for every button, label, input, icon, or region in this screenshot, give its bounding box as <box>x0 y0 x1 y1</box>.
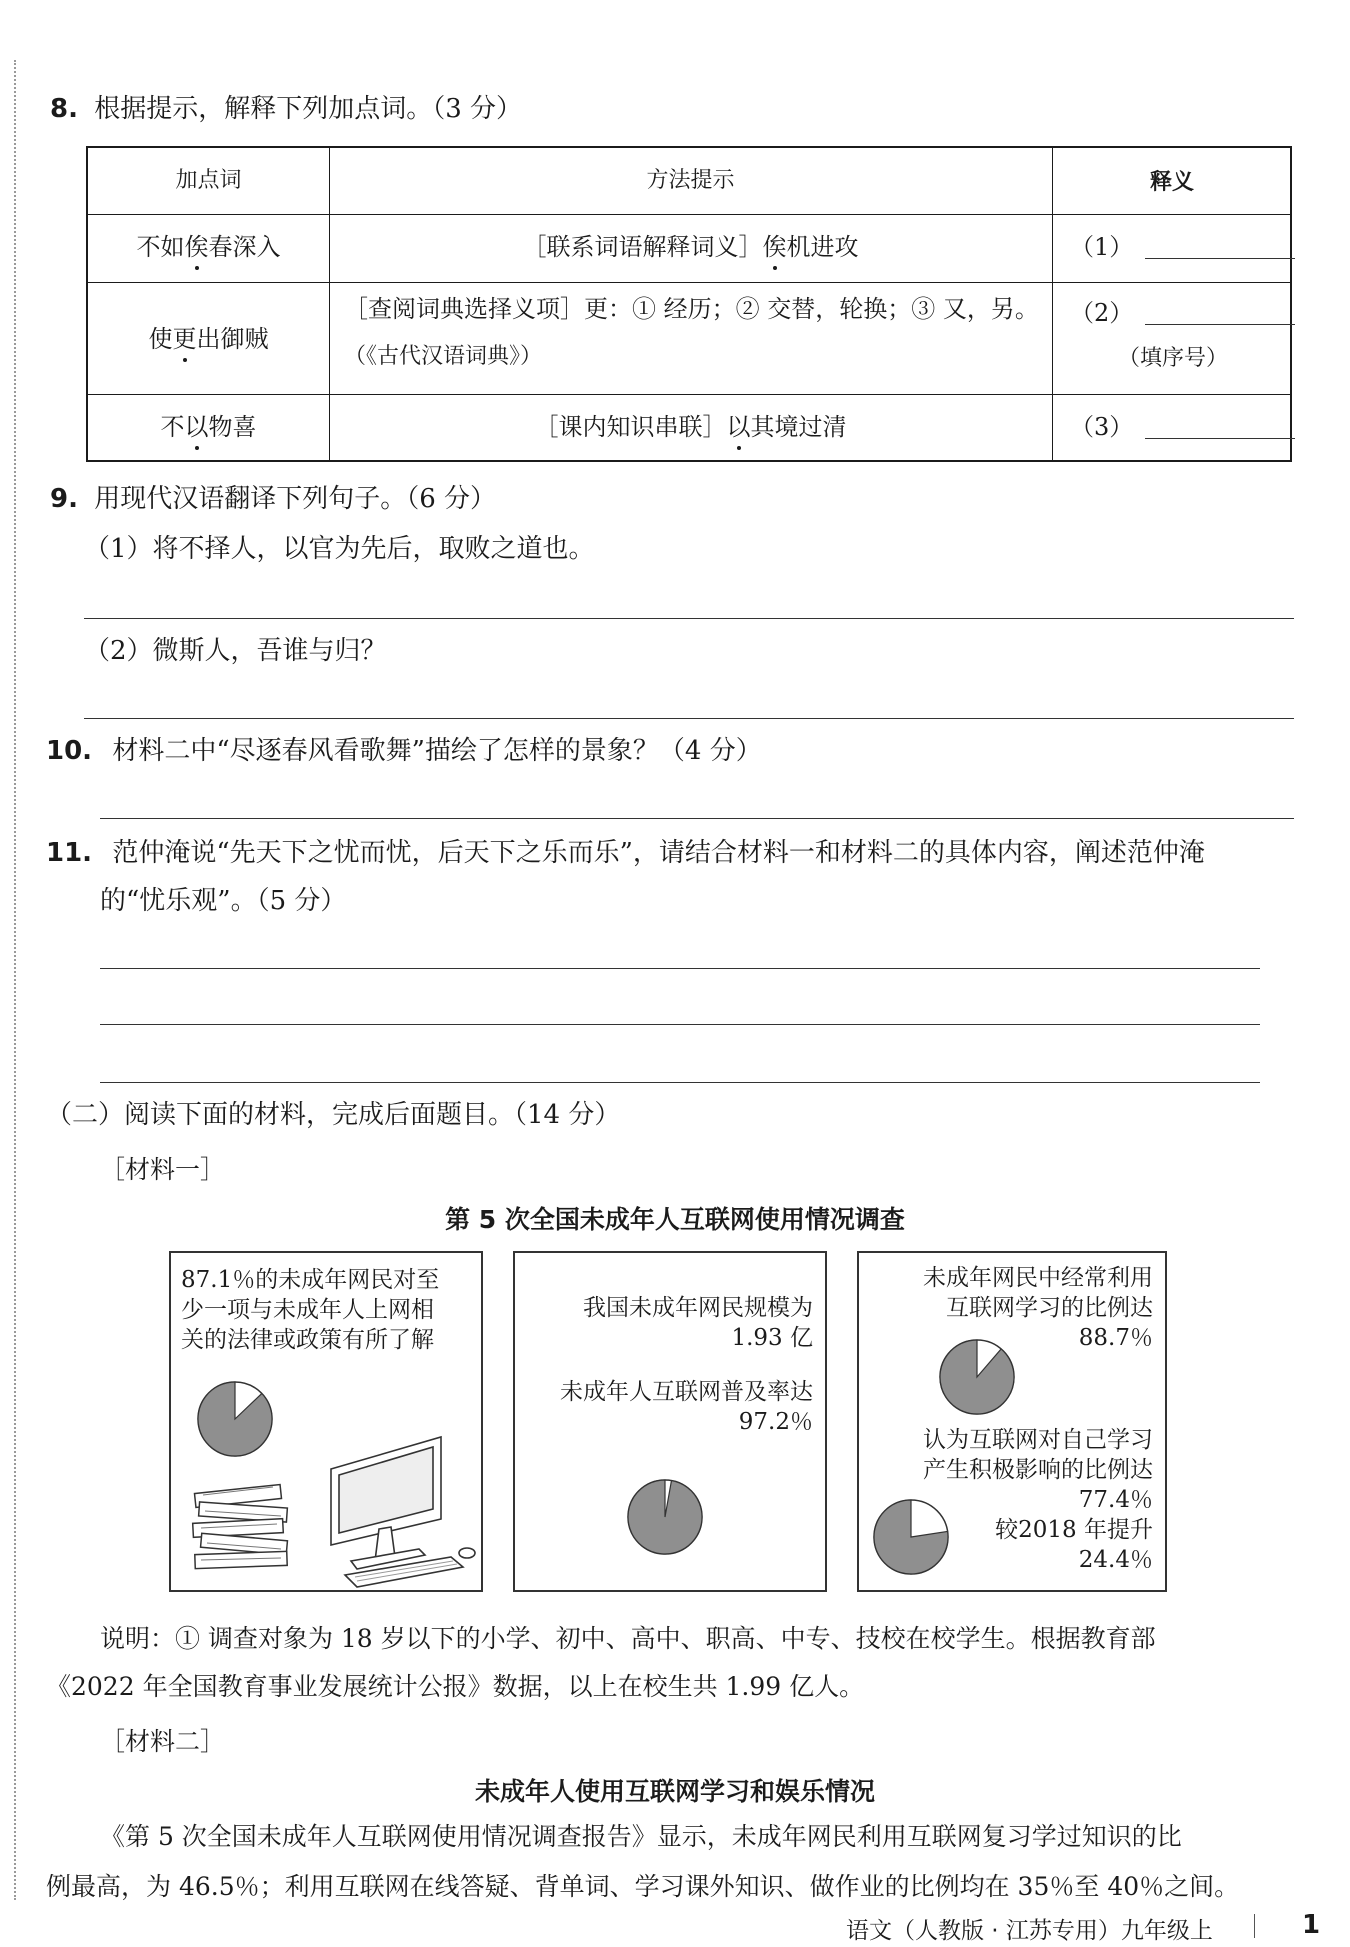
table-row-3-hint: ［课内知识串联］以其境过清 <box>534 413 847 441</box>
q9-answer-line-1[interactable] <box>84 618 1294 619</box>
q9-answer-line-2[interactable] <box>84 718 1294 719</box>
answer-blank-2[interactable] <box>1145 302 1295 325</box>
material-2-title: 未成年人使用互联网学习和娱乐情况 <box>474 1777 875 1806</box>
panel-3-line-1: 未成年网民中经常利用 <box>923 1265 1153 1291</box>
panel-3-pie-slice-a <box>940 1340 1014 1414</box>
material-1-tag: ［材料一］ <box>100 1155 226 1184</box>
footer-book-title: 语文（人教版 · 江苏专用）九年级上 <box>846 1918 1213 1944</box>
question-11-line-2: 的“忧乐观”。（5 分） <box>100 886 347 916</box>
table-row-1-answer[interactable]: （1） <box>1070 232 1295 262</box>
table-header-word: 加点词 <box>175 168 242 193</box>
table-header-hint: 方法提示 <box>646 168 735 193</box>
table-row-2-answer[interactable]: （2） <box>1070 298 1295 328</box>
table-row-3-word: 不以物喜 <box>160 413 257 441</box>
q11-answer-line-2[interactable] <box>100 1024 1260 1025</box>
material-1-title: 第 5 次全国未成年人互联网使用情况调查 <box>445 1205 905 1234</box>
answer-blank-3[interactable] <box>1145 416 1295 439</box>
q9-sentence-2: （2）微斯人，吾谁与归？ <box>84 636 387 666</box>
q8-table <box>86 146 1292 462</box>
table-row-3-answer[interactable]: （3） <box>1070 412 1295 442</box>
footer-divider <box>1254 1914 1255 1938</box>
question-11 <box>46 836 1205 870</box>
material-2-tag: ［材料二］ <box>100 1727 226 1756</box>
material-2-paragraph-line-1: 《第 5 次全国未成年人互联网使用情况调查报告》显示，未成年网民利用互联网复习学过知识的比 <box>100 1822 1182 1851</box>
survey-panel-2 <box>513 1251 827 1592</box>
table-row-1-word: 不如俟春深入 <box>136 233 281 261</box>
section-2-heading: （二）阅读下面的材料，完成后面题目。（14 分） <box>46 1100 621 1130</box>
table-row-2-hint-line2: （《古代汉语词典》） <box>344 344 543 369</box>
panel-2-pie-chart <box>625 1477 705 1557</box>
panel-3-line-8: 24.4％ <box>1078 1547 1153 1573</box>
panel-2-pie-slice <box>628 1480 702 1554</box>
question-8-number: 8. <box>50 94 78 124</box>
question-9 <box>50 482 496 516</box>
q10-answer-line[interactable] <box>100 818 1294 819</box>
table-row-2-answer-note: （填序号） <box>1118 346 1229 371</box>
panel-1-line-3: 关的法律或政策有所了解 <box>181 1327 434 1353</box>
material-1-note-line-2: 《2022 年全国教育事业发展统计公报》数据，以上在校生共 1.99 亿人。 <box>46 1672 865 1701</box>
question-8 <box>50 92 522 126</box>
question-10-number: 10. <box>46 736 93 766</box>
panel-3-line-3: 88.7％ <box>1078 1325 1153 1351</box>
panel-2-line-3: 未成年人互联网普及率达 <box>560 1379 813 1405</box>
table-row-2-hint-line1: ［查阅词典选择义项］更：① 经历；② 交替，轮换；③ 又，另。 <box>344 295 1039 323</box>
panel-2-line-4: 97.2％ <box>738 1409 813 1435</box>
question-10 <box>46 734 762 768</box>
panel-3-pie-chart-b <box>871 1497 951 1577</box>
panel-3-pie-chart-a <box>937 1337 1017 1417</box>
books-illustration <box>189 1473 299 1583</box>
computer-illustration <box>321 1429 481 1589</box>
panel-3-line-7: 较2018 年提升 <box>995 1517 1153 1543</box>
answer-blank-1[interactable] <box>1145 236 1295 259</box>
panel-3-line-6: 77.4％ <box>1078 1487 1153 1513</box>
material-2-paragraph-line-2: 例最高，为 46.5％；利用互联网在线答疑、背单词、学习课外知识、做作业的比例均在 35％至 40％之间。 <box>46 1872 1240 1901</box>
panel-3-line-4: 认为互联网对自己学习 <box>923 1427 1153 1453</box>
question-9-number: 9. <box>50 484 78 514</box>
survey-panel-1 <box>169 1251 483 1592</box>
q11-answer-line-3[interactable] <box>100 1082 1260 1083</box>
question-9-text: 用现代汉语翻译下列句子。（6 分） <box>94 484 497 514</box>
question-8-text: 根据提示，解释下列加点词。（3 分） <box>94 94 523 124</box>
q11-answer-line-1[interactable] <box>100 968 1260 969</box>
binding-margin-line <box>14 60 16 1900</box>
footer-page-number: 1 <box>1302 1910 1321 1940</box>
panel-3-line-2: 互联网学习的比例达 <box>946 1295 1153 1321</box>
panel-2-line-1: 我国未成年网民规模为 <box>583 1295 813 1321</box>
question-11-line-1: 范仲淹说“先天下之忧而忧，后天下之乐而乐”，请结合材料一和材料二的具体内容，阐述范仲淹 <box>112 838 1205 868</box>
table-header-meaning: 释义 <box>1149 170 1194 195</box>
q9-sentence-1: （1）将不择人，以官为先后，取败之道也。 <box>84 534 595 564</box>
question-10-text: 材料二中“尽逐春风看歌舞”描绘了怎样的景象？（4 分） <box>112 736 762 766</box>
panel-1-line-1: 87.1％的未成年网民对至 <box>181 1267 440 1293</box>
panel-1-pie-chart <box>195 1379 275 1459</box>
survey-panel-3 <box>857 1251 1167 1592</box>
material-1-note-line-1: 说明：① 调查对象为 18 岁以下的小学、初中、高中、职高、中专、技校在校学生。根据教育部 <box>100 1624 1156 1653</box>
panel-3-line-5: 产生积极影响的比例达 <box>923 1457 1153 1483</box>
table-row-2-word: 使更出御贼 <box>148 325 269 353</box>
panel-1-line-2: 少一项与未成年人上网相 <box>181 1297 434 1323</box>
question-11-number: 11. <box>46 838 93 868</box>
table-row-1-hint: ［联系词语解释词义］俟机进攻 <box>522 233 859 261</box>
panel-2-line-2: 1.93 亿 <box>731 1325 813 1351</box>
